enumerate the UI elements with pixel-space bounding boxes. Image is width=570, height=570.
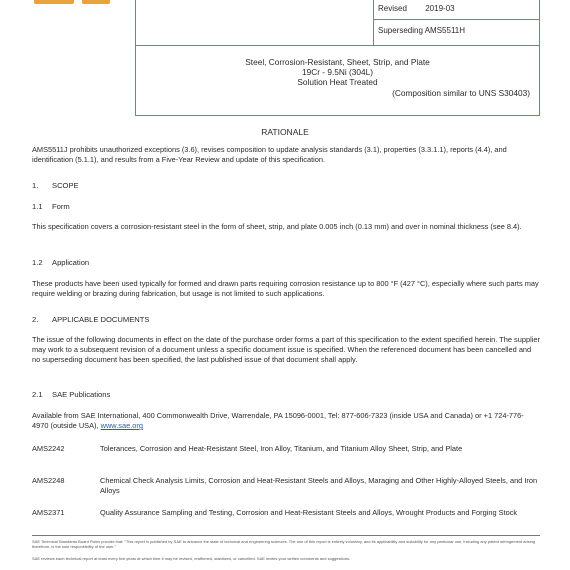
title-composition: (Composition similar to UNS S30403) bbox=[392, 88, 530, 98]
rationale-text: AMS5511J prohibits unauthorized exceptions (3.6), revises composition to update analysis standards (3.1), properties (3.3.1.1), reports (4.4), and identification (5.1.1), and results from a Five-Year Review and update of this specification. bbox=[32, 145, 507, 164]
rationale-heading: RATIONALE bbox=[261, 127, 309, 137]
reference-description: Quality Assurance Sampling and Testing, Corrosion and Heat-Resistant Steels and Alloys, Wrought Products and Forging Stock bbox=[100, 508, 518, 517]
revised-label: Revised bbox=[378, 4, 407, 13]
logo-mark-left bbox=[34, 0, 74, 4]
section-1-heading bbox=[32, 181, 79, 190]
reference-code: AMS2242 bbox=[32, 444, 65, 453]
section-1-2-number: 1.2 bbox=[32, 258, 43, 267]
title-line-1: Steel, Corrosion-Resistant, Sheet, Strip, and Plate bbox=[245, 57, 430, 67]
superseding-note: Superseding AMS5511H bbox=[378, 26, 466, 35]
revised-row bbox=[378, 4, 455, 13]
section-2-title: APPLICABLE DOCUMENTS bbox=[52, 315, 150, 324]
revised-value: 2019-03 bbox=[425, 4, 455, 13]
section-2-1-title: SAE Publications bbox=[52, 390, 111, 399]
section-1-1-heading bbox=[32, 202, 70, 211]
section-1-number: 1. bbox=[32, 181, 39, 190]
section-2-heading bbox=[32, 315, 149, 324]
reference-description: Chemical Check Analysis Limits, Corrosion and Heat-Resistant Steels and Alloys, Maraging and Other Highly-Alloyed Steels, and Iron Alloys bbox=[100, 476, 538, 495]
section-1-1-text: This specification covers a corrosion-resistant steel in the form of sheet, strip, and plate 0.005 inch (0.13 mm) and over in nominal thickness (see 8.4). bbox=[32, 222, 522, 231]
section-2-1-text bbox=[32, 411, 540, 431]
reference-code: AMS2248 bbox=[32, 476, 65, 485]
footer-rule bbox=[32, 535, 540, 536]
section-1-2-text: These products have been used typically for formed and drawn parts requiring corrosion resistance up to 800 °F (427 °C), especially where such parts may require welding or brazing during fabrication, but usage is not limited to such applications. bbox=[32, 279, 539, 298]
section-1-1-title: Form bbox=[52, 202, 70, 211]
title-line-2: 19Cr - 9.5Ni (304L) bbox=[301, 67, 373, 77]
section-1-title: SCOPE bbox=[52, 181, 79, 190]
reference-description: Tolerances, Corrosion and Heat-Resistant Steel, Iron Alloy, Titanium, and Titanium Alloy Sheet, Strip, and Plate bbox=[100, 444, 463, 453]
footer-review-note: SAE reviews each technical report at least every five years at which time it may be revised, reaffirmed, stabilized, or cancelled. SAE invites your written comments and suggestions. bbox=[32, 556, 351, 561]
section-2-1-number: 2.1 bbox=[32, 390, 43, 399]
section-1-2-title: Application bbox=[52, 258, 90, 267]
reference-code: AMS2371 bbox=[32, 508, 65, 517]
sae-website-link[interactable]: www.sae.org bbox=[100, 421, 143, 430]
section-2-number: 2. bbox=[32, 315, 39, 324]
title-line-3: Solution Heat Treated bbox=[297, 77, 378, 87]
section-2-1-heading bbox=[32, 390, 110, 399]
header-divider bbox=[373, 19, 540, 20]
footer-disclaimer: SAE Technical Standards Board Rules provide that: "This report is published by SAE to advance the state of technical and engineering sciences. The use of this report is entirely voluntary, and its applicability and suitability for any particular use, including any patent infringement arising therefrom, is the sole responsibility of the user." bbox=[32, 539, 536, 549]
section-1-2-heading bbox=[32, 258, 89, 267]
section-2-text: The issue of the following documents in effect on the date of the purchase order forms a part of this specification to the extent specified herein. The supplier may work to a subsequent revision of a document unless a specific document issue is specified. When the referenced document has been cancelled and no superseding document has been specified, the last published issue of that document shall apply. bbox=[32, 335, 540, 364]
section-1-1-number: 1.1 bbox=[32, 202, 43, 211]
sae-address-text: Available from SAE International, 400 Commonwealth Drive, Warrendale, PA 15096-0001, Tel: 877-606-7323 (inside USA and Canada) or +1 724-776-4970 (outside USA), bbox=[32, 411, 524, 430]
sae-logo bbox=[30, 0, 135, 46]
logo-mark-right bbox=[82, 0, 110, 4]
